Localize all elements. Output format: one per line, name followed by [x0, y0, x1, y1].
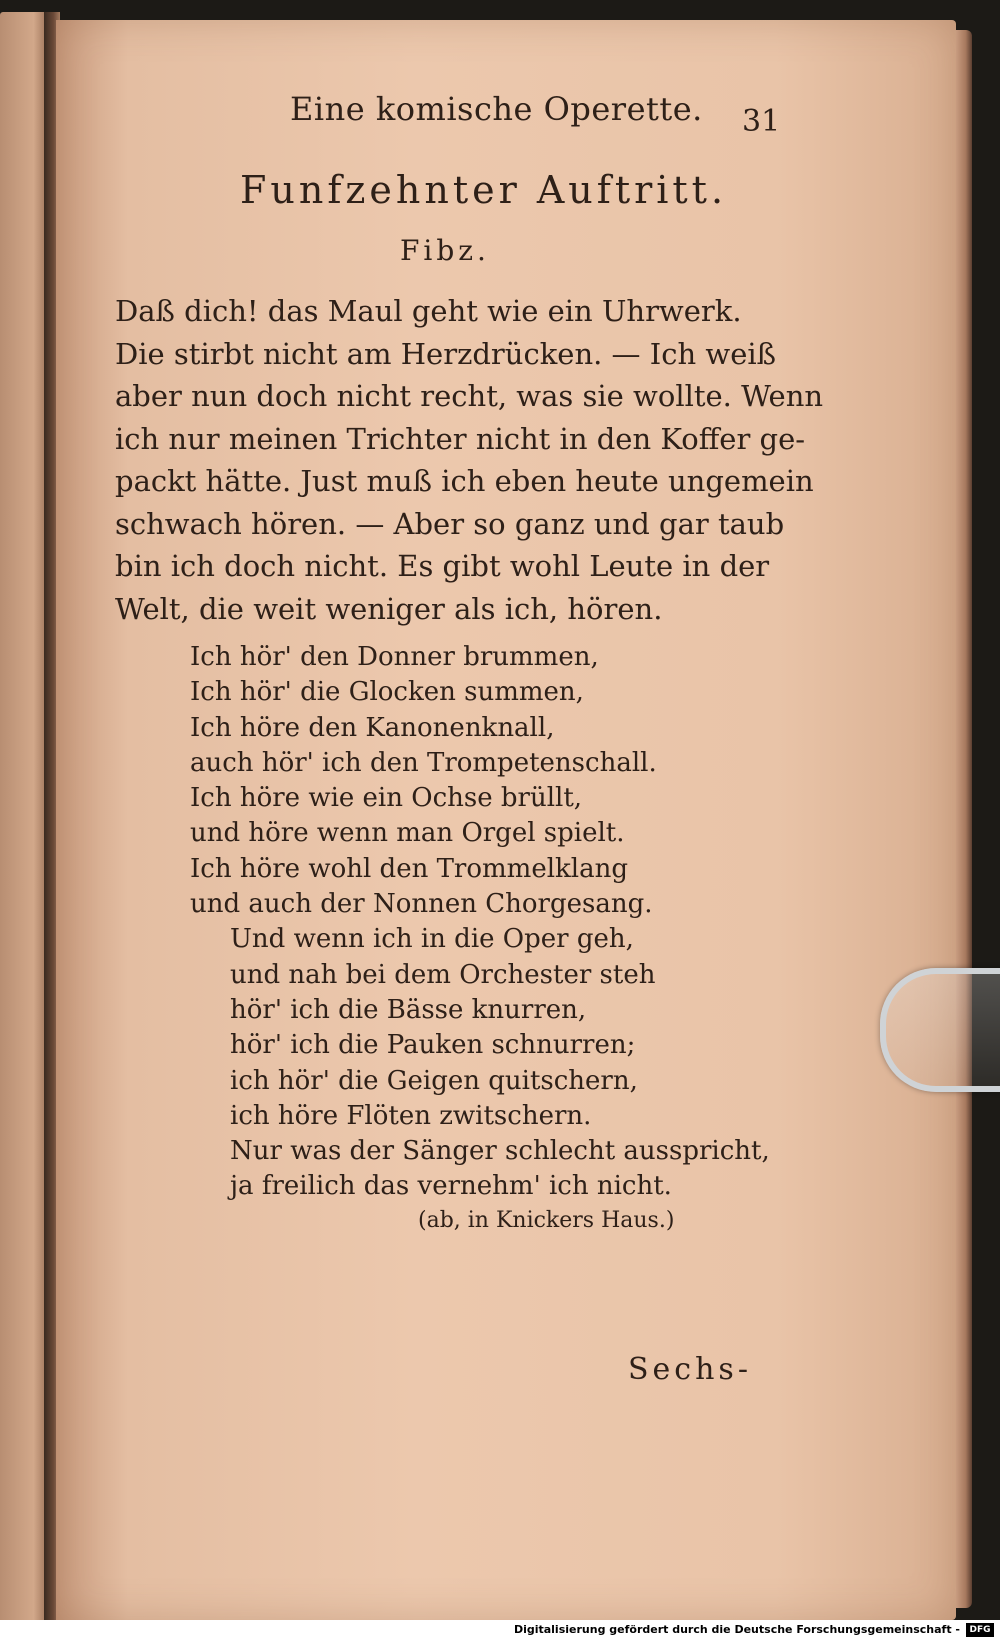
speech-line: packt hätte. Just muß ich eben heute ungemein: [115, 464, 814, 498]
page-clip: [880, 968, 1000, 1092]
speech-paragraph: [115, 290, 824, 630]
verse-line: und auch der Nonnen Chorgesang.: [190, 889, 653, 920]
verse-line: Ich höre den Kanonenknall,: [190, 712, 555, 743]
speech-line: bin ich doch nicht. Es gibt wohl Leute in der: [115, 549, 770, 583]
scene-title: Funfzehnter Auftritt.: [240, 168, 728, 212]
verse-line: ja freilich das vernehm' ich nicht.: [230, 1171, 672, 1202]
verse-line: und höre wenn man Orgel spielt.: [190, 818, 625, 849]
speech-line: Welt, die weit weniger als ich, hören.: [115, 591, 663, 626]
speech-line: Daß dich! das Maul geht wie ein Uhrwerk.: [115, 294, 742, 328]
speech-line: ich nur meinen Trichter nicht in den Koffer ge-: [115, 421, 806, 456]
verse-line: Ich hör' die Glocken summen,: [190, 677, 584, 708]
verse-line: Und wenn ich in die Oper geh,: [230, 924, 634, 955]
digitization-footer: [0, 1620, 1000, 1641]
verse-line: Ich höre wohl den Trommelklang: [190, 853, 628, 884]
speaker-name: Fibz.: [400, 234, 490, 267]
verse-line: hör' ich die Bässe knurren,: [230, 994, 587, 1025]
page-stack-edge: [956, 30, 972, 1608]
verse-line: hör' ich die Pauken schnurren;: [230, 1030, 636, 1061]
stage-direction: (ab, in Knickers Haus.): [418, 1208, 675, 1233]
dfg-logo: DFG: [966, 1623, 994, 1637]
footer-credit: Digitalisierung gefördert durch die Deutsche Forschungsgemeinschaft -: [513, 1623, 960, 1636]
catchword: Sechs-: [628, 1352, 752, 1387]
running-head: Eine komische Operette.: [290, 90, 703, 128]
verse-line: Nur was der Sänger schlecht ausspricht,: [230, 1136, 770, 1167]
facing-page-edge: [0, 12, 48, 1624]
song-verse: [190, 640, 770, 1205]
speech-line: schwach hören. — Aber so ganz und gar taub: [115, 506, 785, 541]
page-number: 31: [742, 104, 781, 139]
speech-line: Die stirbt nicht am Herzdrücken. — Ich weiß: [115, 336, 776, 371]
verse-line: und nah bei dem Orchester steh: [230, 959, 656, 990]
verse-line: Ich höre wie ein Ochse brüllt,: [190, 783, 583, 814]
verse-line: ich hör' die Geigen quitschern,: [230, 1065, 638, 1096]
speech-line: aber nun doch nicht recht, was sie wollte. Wenn: [115, 379, 824, 413]
verse-line: ich höre Flöten zwitschern.: [230, 1100, 592, 1131]
verse-line: Ich hör' den Donner brummen,: [190, 642, 599, 672]
verse-line: auch hör' ich den Trompetenschall.: [190, 747, 657, 778]
